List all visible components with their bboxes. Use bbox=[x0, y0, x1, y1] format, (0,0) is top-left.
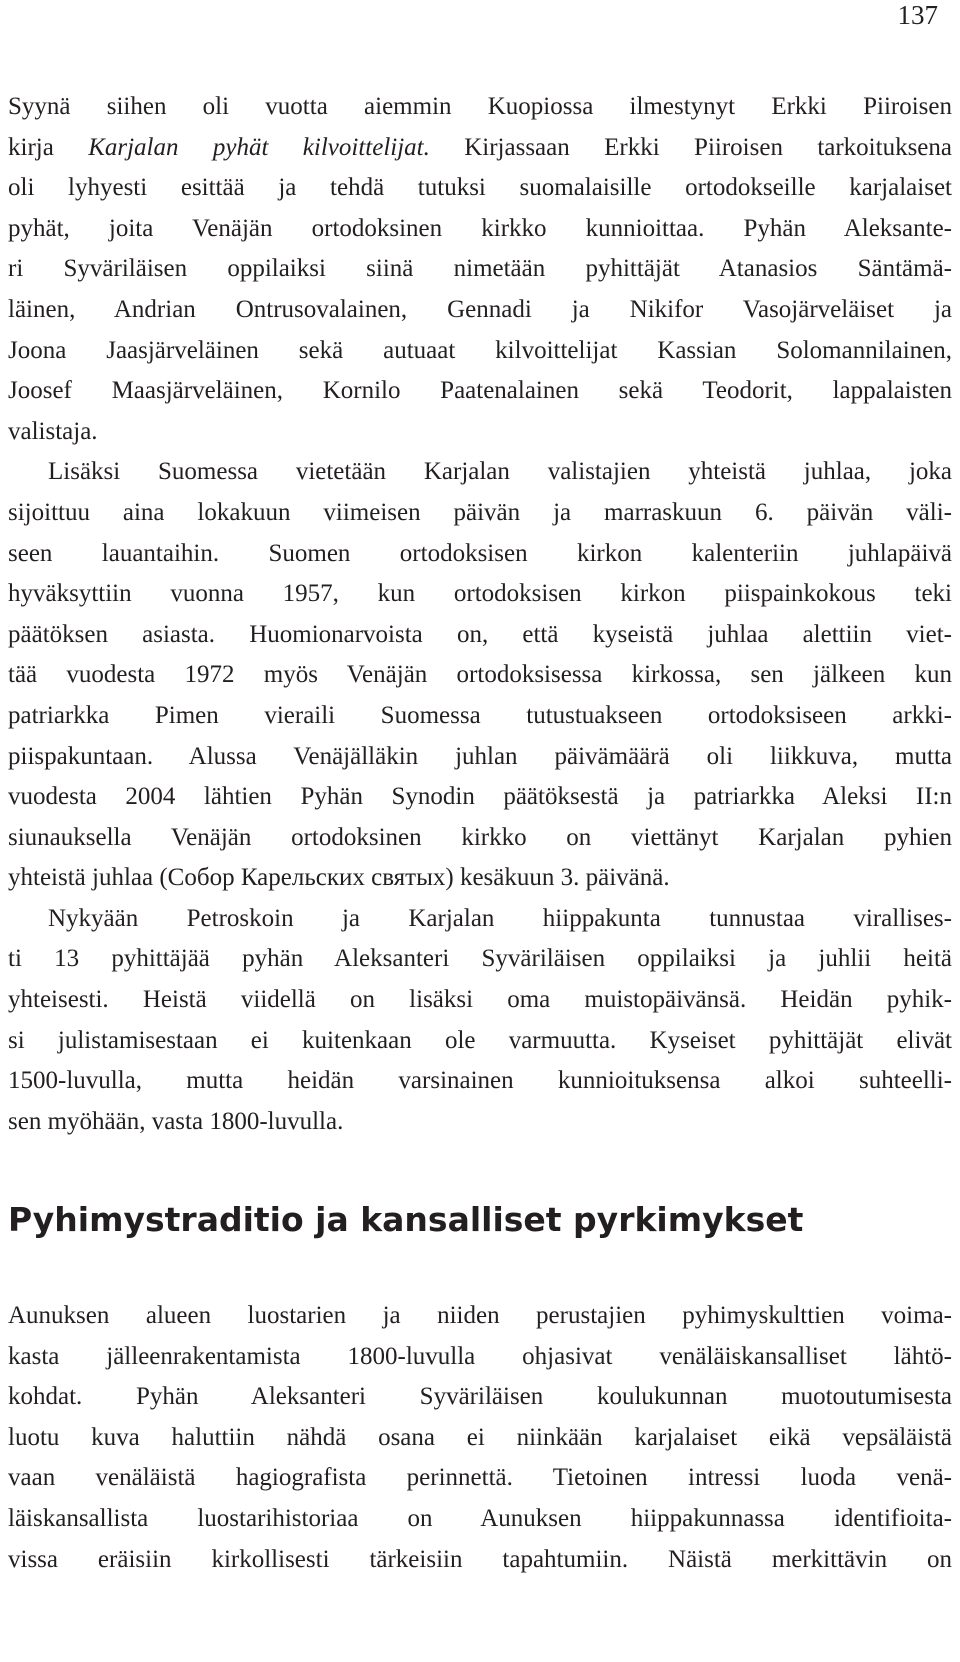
text-line: pyhät, joita Venäjän ortodoksinen kirkko kunnioittaa. Pyhän Aleksante- bbox=[8, 214, 952, 242]
text-line: yhteistä juhlaa (Собор Карельских святых) kesäkuun 3. päivänä. bbox=[8, 864, 670, 892]
text-line: päätöksen asiasta. Huomionarvoista on, että kyseistä juhlaa alettiin viet- bbox=[8, 620, 952, 648]
text-line: hyväksyttiin vuonna 1957, kun ortodoksisen kirkon piispainkokous teki bbox=[8, 580, 952, 608]
text-line: tää vuodesta 1972 myös Venäjän ortodoksisessa kirkossa, sen jälkeen kun bbox=[8, 661, 952, 689]
text-line: Aunuksen alueen luostarien ja niiden perustajien pyhimyskulttien voima- bbox=[8, 1302, 952, 1329]
text-line: 1500-luvulla, mutta heidän varsinainen kunnioituksensa alkoi suhteelli- bbox=[8, 1067, 952, 1095]
text-line: Joosef Maasjärveläinen, Kornilo Paatenalainen sekä Teodorit, lappalaisten bbox=[8, 377, 952, 405]
text-line: si julistamisestaan ei kuitenkaan ole varmuutta. Kyseiset pyhittäjät elivät bbox=[8, 1026, 952, 1054]
text-line: luotu kuva haluttiin nähdä osana ei niinkään karjalaiset eikä vepsäläistä bbox=[8, 1423, 952, 1451]
text-line: Joona Jaasjärveläinen sekä autuaat kilvoittelijat Kassian Solomannilainen, bbox=[8, 336, 952, 364]
text-line: Lisäksi Suomessa vietetään Karjalan valistajien yhteistä juhlaa, joka bbox=[48, 458, 952, 486]
text-fragment: Kirjassaan Erkki Piiroisen tarkoituksena bbox=[429, 133, 952, 161]
text-line: ri Syväriläisen oppilaiksi siinä nimetään pyhittäjät Atanasios Säntämä- bbox=[8, 255, 952, 283]
text-line: valistaja. bbox=[8, 417, 98, 445]
text-line: Nykyään Petroskoin ja Karjalan hiippakunta tunnustaa virallises- bbox=[48, 904, 952, 932]
text-line-with-book-title bbox=[8, 128, 952, 169]
text-line: oli lyhyesti esittää ja tehdä tutuksi suomalaisille ortodokseille karjalaiset bbox=[8, 174, 952, 202]
text-line: vaan venäläistä hagiografista perinnettä. Tietoinen intressi luoda venä- bbox=[8, 1464, 952, 1492]
text-line: ti 13 pyhittäjää pyhän Aleksanteri Syväriläisen oppilaiksi ja juhlii heitä bbox=[8, 945, 952, 973]
book-title: Karjalan pyhät kilvoittelijat. bbox=[88, 133, 430, 161]
body-text-section-two bbox=[8, 1296, 952, 1580]
text-line: sen myöhään, vasta 1800-luvulla. bbox=[8, 1107, 344, 1135]
text-line: sijoittuu aina lokakuun viimeisen päivän ja marraskuun 6. päivän väli- bbox=[8, 498, 952, 526]
body-text-section-one bbox=[8, 87, 952, 1142]
text-line: kohdat. Pyhän Aleksanteri Syväriläisen koulukunnan muotoutumisesta bbox=[8, 1383, 952, 1411]
text-line: yhteisesti. Heistä viidellä on lisäksi oma muistopäivänsä. Heidän pyhik- bbox=[8, 986, 952, 1014]
text-fragment: kirja bbox=[8, 133, 89, 161]
text-line: vissa eräisiin kirkollisesti tärkeisiin tapahtumiin. Näistä merkittävin on bbox=[8, 1545, 952, 1573]
text-line: vuodesta 2004 lähtien Pyhän Synodin päätöksestä ja patriarkka Aleksi II:n bbox=[8, 783, 952, 811]
text-line: Syynä siihen oli vuotta aiemmin Kuopiossa ilmestynyt Erkki Piiroisen bbox=[8, 93, 952, 120]
text-line: läinen, Andrian Ontrusovalainen, Gennadi ja Nikifor Vasojärveläiset ja bbox=[8, 295, 952, 323]
section-heading: Pyhimystraditio ja kansalliset pyrkimykset bbox=[8, 1200, 804, 1239]
text-line: kasta jälleenrakentamista 1800-luvulla ohjasivat venäläiskansalliset lähtö- bbox=[8, 1342, 952, 1370]
text-line: piispakuntaan. Alussa Venäjälläkin juhlan päivämäärä oli liikkuva, mutta bbox=[8, 742, 952, 770]
text-line: läiskansallista luostarihistoriaa on Aunuksen hiippakunnassa identifioita- bbox=[8, 1504, 952, 1532]
text-line: patriarkka Pimen vieraili Suomessa tutustuakseen ortodoksiseen arkki- bbox=[8, 701, 952, 729]
page-number: 137 bbox=[897, 0, 938, 30]
text-line: siunauksella Venäjän ortodoksinen kirkko on viettänyt Karjalan pyhien bbox=[8, 823, 952, 851]
text-line: seen lauantaihin. Suomen ortodoksisen kirkon kalenteriin juhlapäivä bbox=[8, 539, 952, 567]
